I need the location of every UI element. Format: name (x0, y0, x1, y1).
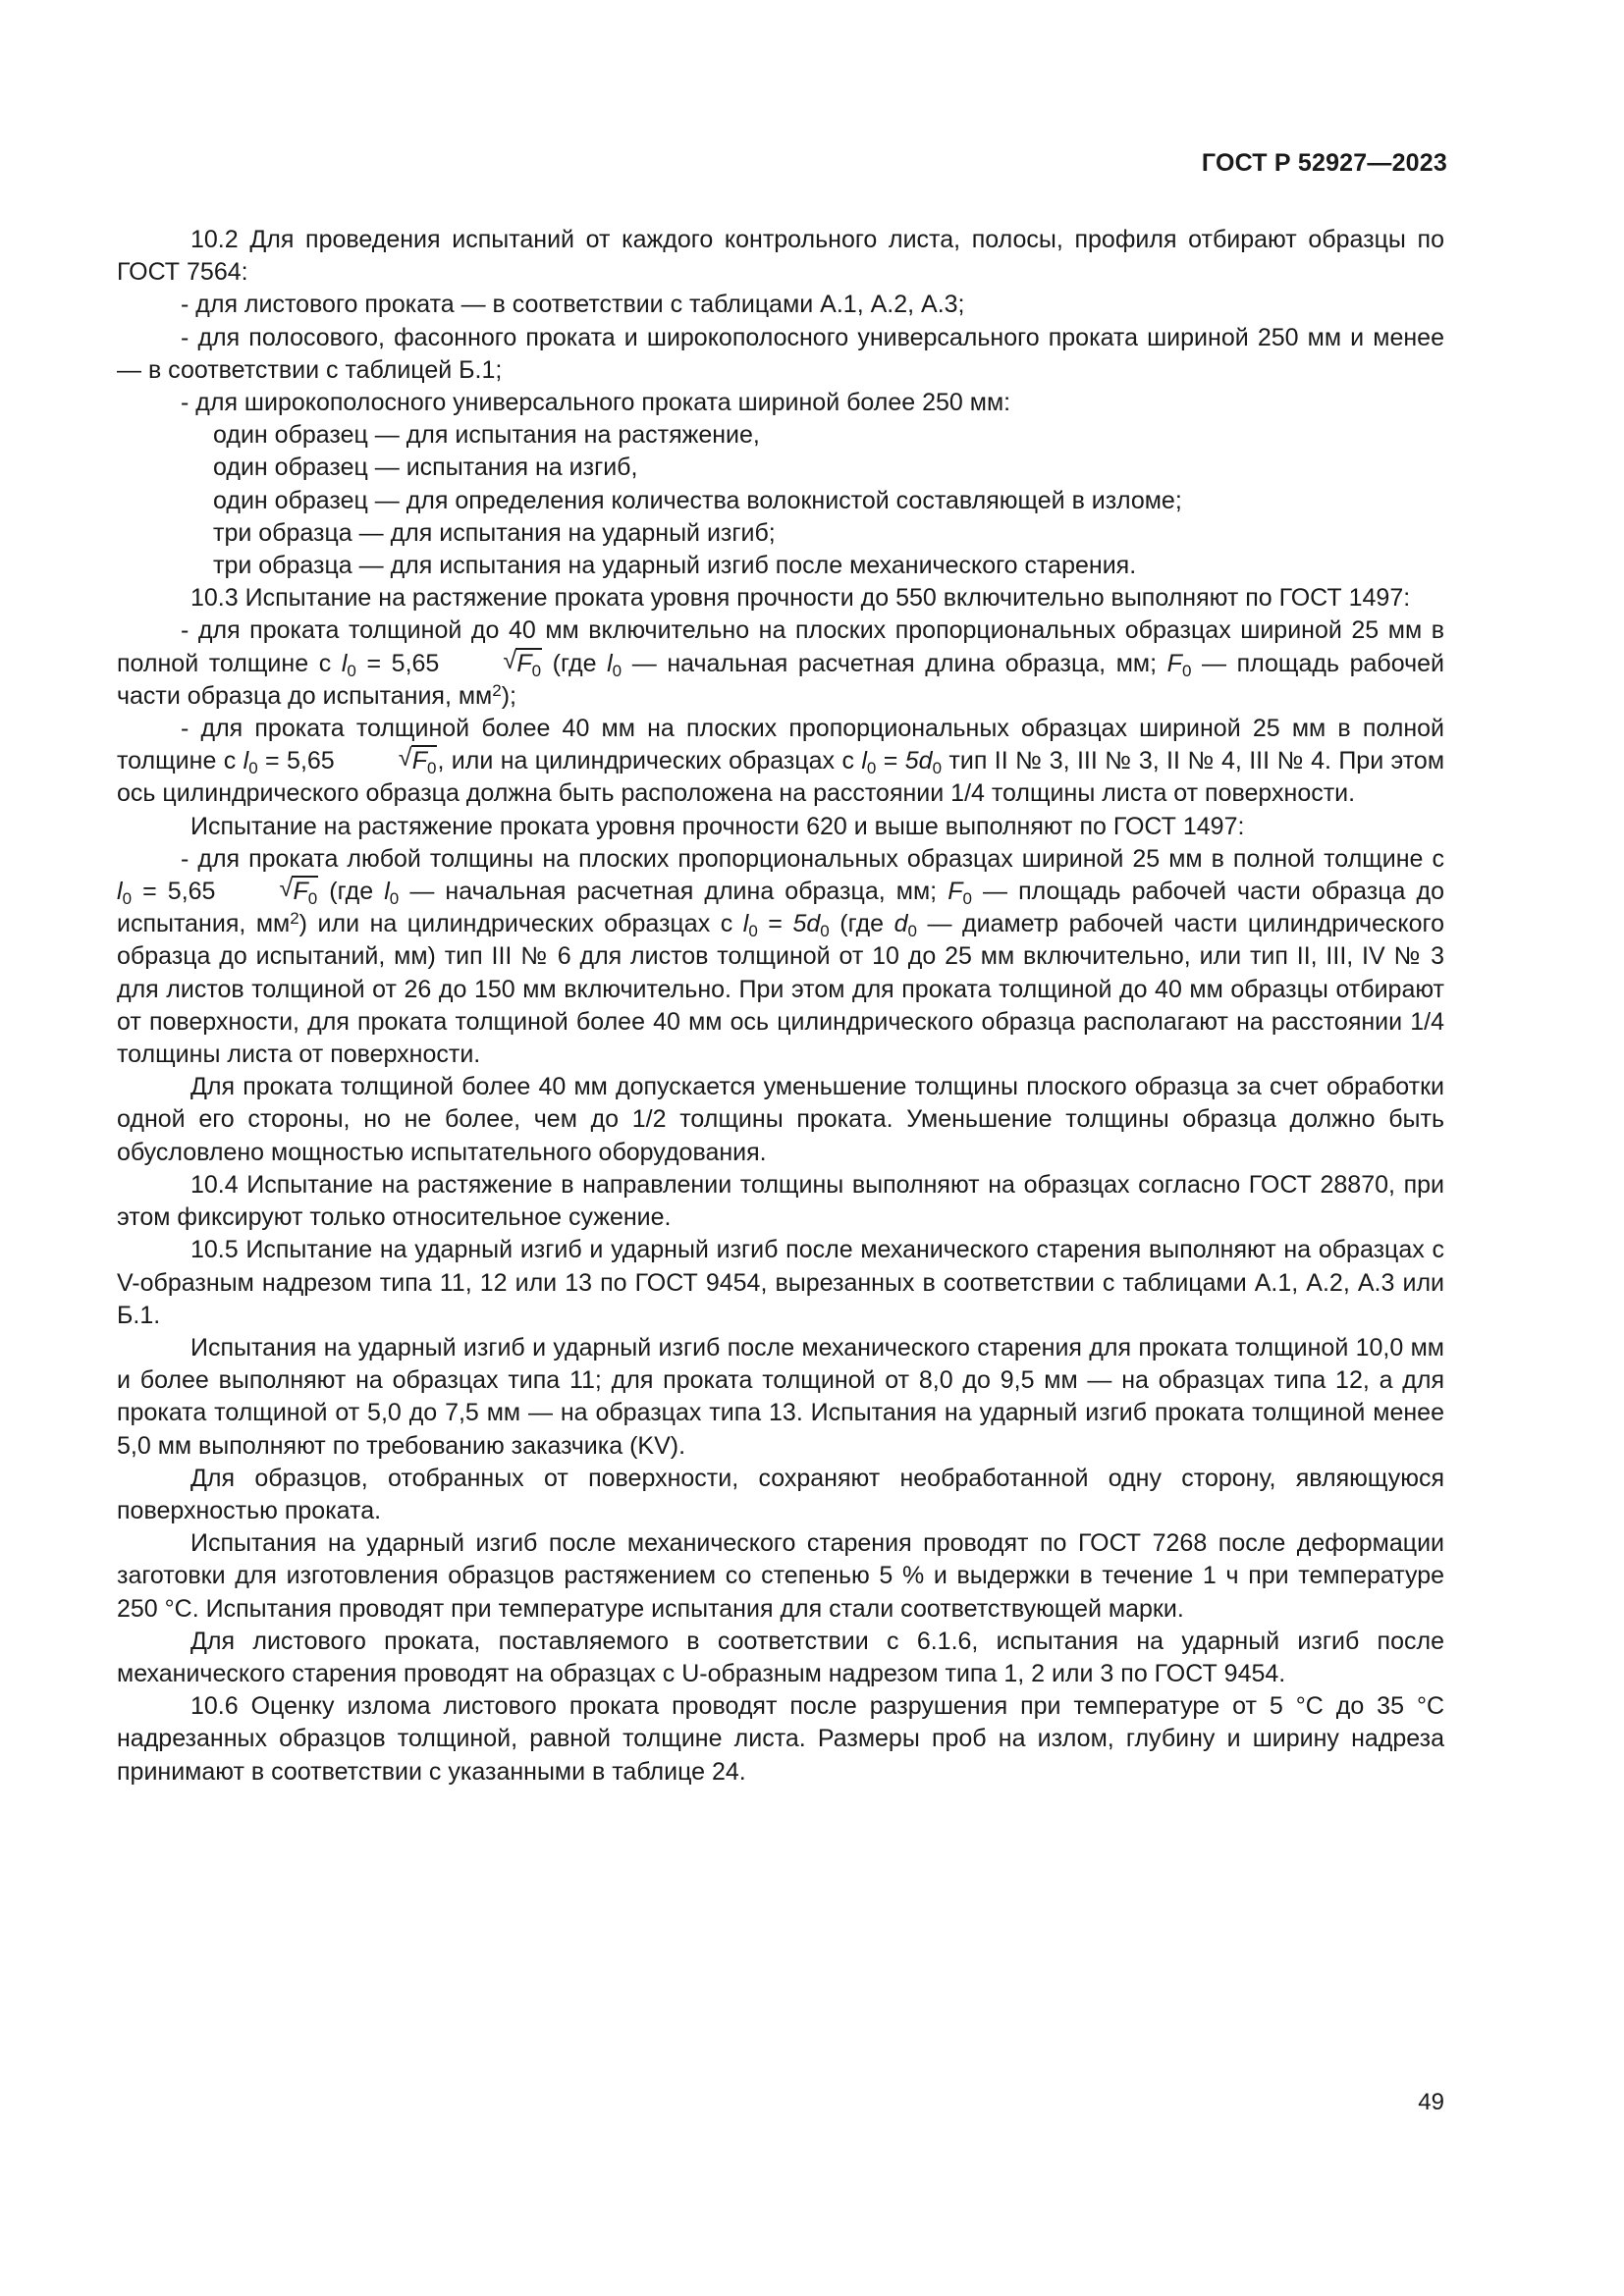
list-item-over-40mm: - для проката толщиной более 40 мм на плоских пропорциональных образцах шириной 25 мм в полной толщине с $l_0 = 5,65$ √ $F_0$, или на цилиндрических образцах с $l_0 = 5d_0$ тип II № 3, III № 3, II № 4, III № 4. При этом ось цилиндрического образца должна быть расположена на расстоянии 1/4 толщины листа от поверхности. (117, 715, 1445, 808)
sublist-item: три образца — для испытания на ударный изгиб после механического старения. (213, 552, 1137, 580)
paragraph-u-notch: Для листового проката, поставляемого в соответствии с 6.1.6, испытания на ударный изгиб после механического старения проводят на образцах с U-образным надрезом типа 1, 2 или 3 по ГОСТ 9454. (117, 1627, 1444, 1687)
formula-l0-5d0: $l_0 = 5d_0$ (742, 910, 830, 941)
document-number: ГОСТ Р 52927—2023 (1201, 149, 1447, 177)
paragraph-surface: Для образцов, отобранных от поверхности, сохраняют необработанной одну сторону, являющуюся поверхностью проката. (117, 1464, 1444, 1524)
paragraph-10-6: 10.6 Оценку излома листового проката проводят после разрушения при температуре от 5 °С до 35 °С надрезанных образцов толщиной, равной толщине листа. Размеры проб на излом, глубину и ширину надреза принимают в соответствии с указанными в таблице 24. (117, 1692, 1444, 1786)
sublist-item: один образец — для испытания на растяжение, (213, 421, 760, 450)
sublist-item: три образца — для испытания на ударный изгиб; (213, 518, 776, 547)
sqrt-symbol: √ $F_0$ (503, 646, 542, 680)
paragraph-10-4: 10.4 Испытание на растяжение в направлении толщины выполняют на образцах согласно ГОСТ 28870, при этом фиксируют только относительное сужение. (117, 1170, 1444, 1232)
list-item-sheet: - для листового проката — в соответствии с таблицами А.1, А.2, А.3; (181, 291, 965, 319)
paragraph-impact-types: Испытания на ударный изгиб и ударный изгиб после механического старения для проката толщиной 10,0 мм и более выполняют на образцах типа 11; для проката толщиной от 8,0 до 9,5 мм — на образцах типа 12, а для проката толщиной от 5,0 до 7,5 мм — на образцах типа 13. Испытания на ударный изгиб проката толщиной менее 5,0 мм выполняют по требованию заказчика (KV). (117, 1333, 1444, 1460)
formula-l0: $l_0 = 5,65$ √ $F_0$ (117, 875, 318, 909)
paragraph-10-5: 10.5 Испытание на ударный изгиб и ударный изгиб после механического старения выполняют на образцах с V-образным надрезом типа 11, 12 или 13 по ГОСТ 9454, вырезанных в соответствии с таблицами А.1, А.2, А.3 или Б.1. (117, 1236, 1444, 1329)
document-body (117, 224, 1444, 1789)
sublist-item: один образец — для определения количества волокнистой составляющей в изломе; (213, 486, 1182, 514)
formula-l0: $l_0 = 5,65$ √ $F_0$ (243, 744, 437, 778)
formula-l0-5d0: $l_0 = 5d_0$ (861, 747, 943, 778)
list-item-wide-strip: - для широкополосного универсального проката шириной более 250 мм: (181, 389, 1011, 417)
sqrt-symbol: √ $F_0$ (279, 875, 318, 909)
paragraph-thickness-reduction: Для проката толщиной более 40 мм допускается уменьшение толщины плоского образца за счет обработки одной его стороны, но не более, чем до 1/2 толщины проката. Уменьшение толщины образца должно быть обусловлено мощностью испытательного оборудования. (117, 1073, 1444, 1166)
paragraph-10-2: 10.2 Для проведения испытаний от каждого контрольного листа, полосы, профиля отбирают образцы по ГОСТ 7564: (117, 226, 1444, 287)
list-item-any-thickness: - для проката любой толщины на плоских пропорциональных образцах шириной 25 мм в полной толщине с $l_0 = 5,65$ √ $F_0$ (где $l_0$ — начальная расчетная длина образца, мм; $F_0$ — площадь рабочей части образца до испытания, $мм^2$) или на цилиндрических образцах с $l_0 = 5d_0$ (где $d_0$ — диаметр рабочей части цилиндрического образца до испытаний, мм) тип III № 6 для листов толщиной от 10 до 25 мм включительно, или тип II, III, IV № 3 для листов толщиной от 26 до 150 мм включительно. При этом для проката толщиной до 40 мм образцы отбирают от поверхности, для проката толщиной более 40 мм ось цилиндрического образца располагают на расстоянии 1/4 толщины листа от поверхности. (117, 844, 1445, 1069)
page-number: 49 (1418, 2089, 1444, 2115)
sqrt-symbol: √ $F_0$ (398, 744, 437, 778)
sublist-item: один образец — испытания на изгиб, (213, 454, 638, 482)
formula-l0: $l_0 = 5,65$ √ $F_0$ (341, 646, 542, 680)
paragraph-620: Испытание на растяжение проката уровня прочности 620 и выше выполняют по ГОСТ 1497: (190, 812, 1245, 840)
paragraph-10-3: 10.3 Испытание на растяжение проката уровня прочности до 550 включительно выполняют по ГОСТ 1497: (190, 584, 1411, 613)
list-item-strip: - для полосового, фасонного проката и широкополосного универсального проката шириной 250 мм и менее — в соответствии с таблицей Б.1; (117, 323, 1444, 384)
list-item-up-to-40mm: - для проката толщиной до 40 мм включительно на плоских пропорциональных образцах шириной 25 мм в полной толщине с $l_0 = 5,65$ √ $F_0$ (где $l_0$ — начальная расчетная длина образца, мм; $F_0$ — площадь рабочей части образца до испытания, $мм^2$); (117, 616, 1444, 710)
paragraph-aging: Испытания на ударный изгиб после механического старения проводят по ГОСТ 7268 после деформации заготовки для изготовления образцов растяжением со степенью 5 % и выдержки в течение 1 ч при температуре 250 °С. Испытания проводят при температуре испытания для стали соответствующей марки. (117, 1529, 1444, 1623)
